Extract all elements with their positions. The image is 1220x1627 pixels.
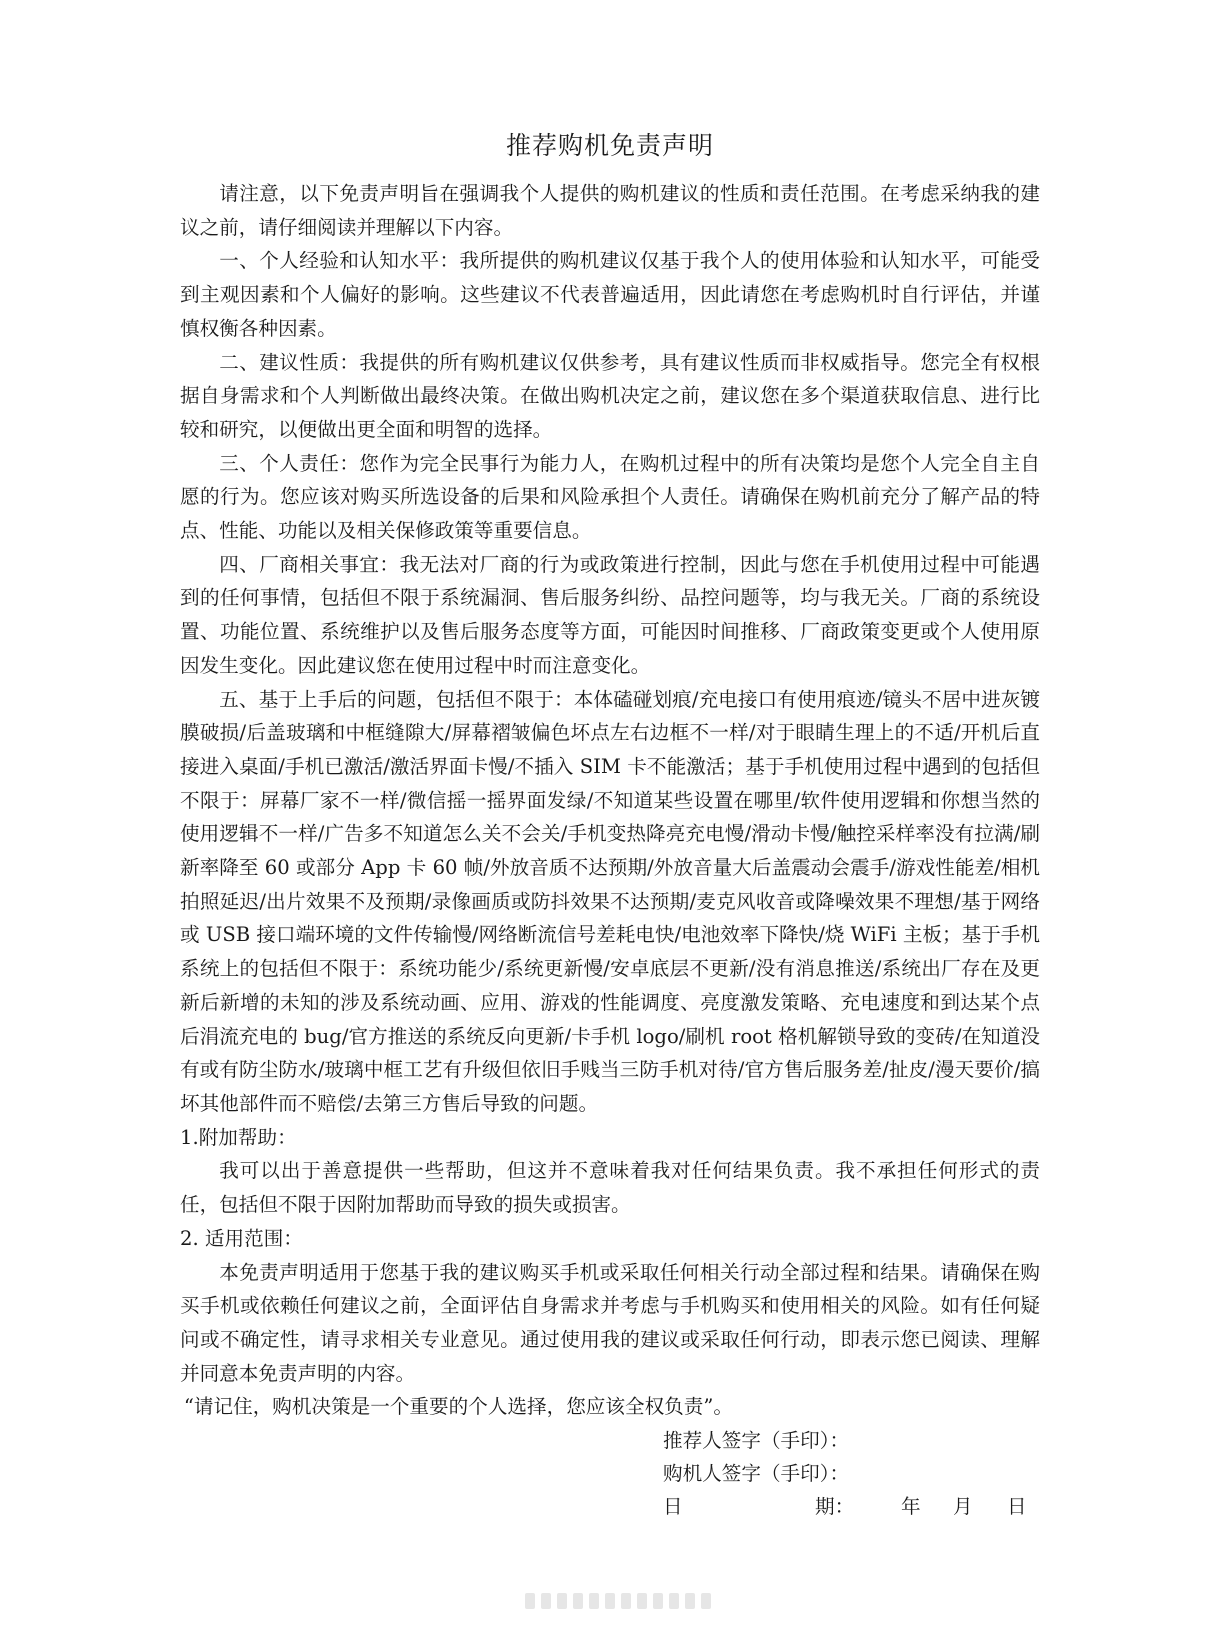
date-day: 日: [1007, 1495, 1027, 1518]
signature-block: [663, 1424, 1043, 1523]
recommender-signature-line: 推荐人签字（手印）：: [663, 1429, 850, 1452]
document-title: 推荐购机免责声明: [505, 131, 714, 160]
date-month: 月: [953, 1495, 973, 1518]
clause-2-paragraph: 二、建议性质：我提供的所有购机建议仅供参考，具有建议性质而非权威指导。您完全有权根据自身需求和个人判断做出最终决策。在做出购机决定之前，建议您在多个渠道获取信息、进行比较和研究，以便做出更全面和明智的选择。: [180, 350, 1040, 441]
date-label-ri: 日: [663, 1495, 683, 1518]
buyer-signature-line: 购机人签字（手印）：: [663, 1462, 850, 1485]
section-heading-scope: 2. 适用范围：: [180, 1226, 303, 1250]
section-heading-additional-help: 1.附加帮助：: [180, 1125, 297, 1149]
clause-1-paragraph: 一、个人经验和认知水平：我所提供的购机建议仅基于我个人的使用体验和认知水平，可能受到主观因素和个人偏好的影响。这些建议不代表普遍适用，因此请您在考虑购机时自行评估，并谨慎权衡各种因素。: [180, 249, 1040, 340]
clause-4-paragraph: 四、厂商相关事宜：我无法对厂商的行为或政策进行控制，因此与您在手机使用过程中可能遇到的任何事情，包括但不限于系统漏洞、售后服务纠纷、品控问题等，均与我无关。厂商的系统设置、功能位置、系统维护以及售后服务态度等方面，可能因时间推移、厂商政策变更或个人使用原因发生变化。因此建议您在使用过程中时而注意变化。: [180, 552, 1040, 677]
date-year: 年: [901, 1495, 921, 1518]
document-body: [180, 177, 1040, 1424]
closing-quote: “请记住，购机决策是一个重要的个人选择，您应该全权负责”。: [183, 1395, 733, 1419]
clause-3-paragraph: 三、个人责任：您作为完全民事行为能力人，在购机过程中的所有决策均是您个人完全自主自愿的行为。您应该对购买所选设备的后果和风险承担个人责任。请确保在购机前充分了解产品的特点、性能、功能以及相关保修政策等重要信息。: [180, 451, 1040, 543]
date-label-qi: 期：: [815, 1495, 855, 1518]
additional-help-paragraph: 我可以出于善意提供一些帮助，但这并不意味着我对任何结果负责。我不承担任何形式的责任，包括但不限于因附加帮助而导致的损失或损害。: [180, 1159, 1040, 1217]
scope-paragraph: 本免责声明适用于您基于我的建议购买手机或采取任何相关行动全部过程和结果。请确保在购买手机或依赖任何建议之前，全面评估自身需求并考虑与手机购买和使用相关的风险。如有任何疑问或不确定性，请寻求相关专业意见。通过使用我的建议或采取任何行动，即表示您已阅读、理解并同意本免责声明的内容。: [180, 1260, 1040, 1385]
intro-paragraph: 请注意，以下免责声明旨在强调我个人提供的购机建议的性质和责任范围。在考虑采纳我的建议之前，请仔细阅读并理解以下内容。: [180, 182, 1040, 239]
date-line: [663, 1490, 1043, 1523]
clause-5-paragraph: 五、基于上手后的问题，包括但不限于：本体磕碰划痕/充电接口有使用痕迹/镜头不居中进灰镀膜破损/后盖玻璃和中框缝隙大/屏幕褶皱偏色坏点左右边框不一样/对于眼睛生理上的不适/开机后直接进入桌面/手机已激活/激活界面卡慢/不插入 SIM 卡不能激活；基于手机使用过程中遇到的包括但不限于：屏幕厂家不一样/微信摇一摇界面发绿/不知道某些设置在哪里/软件使用逻辑和你想当然的使用逻辑不一样/广告多不知道怎么关不会关/手机变热降亮充电慢/滑动卡慢/触控采样率没有拉满/刷新率降至 60 或部分 App 卡 60 帧/外放音质不达预期/外放音量大后盖震动会震手/游戏性能差/相机拍照延迟/出片效果不及预期/录像画质或防抖效果不达预期/麦克风收音或降噪效果不理想/基于网络或 USB 接口端环境的文件传输慢/网络断流信号差耗电快/电池效率下降快/烧 WiFi 主板；基于手机系统上的包括但不限于：系统功能少/系统更新慢/安卓底层不更新/没有消息推送/系统出厂存在及更新后新增的未知的涉及系统动画、应用、游戏的性能调度、亮度激发策略、充电速度和到达某个点后涓流充电的 bug/官方推送的系统反向更新/卡手机 logo/刷机 root 格机解锁导致的变砖/在知道没有或有防尘防水/玻璃中框工艺有升级但依旧手贱当三防手机对待/官方售后服务差/扯皮/漫天要价/搞坏其他部件而不赔偿/去第三方售后导致的问题。: [180, 687, 1040, 1115]
watermark-icon: [525, 1593, 711, 1609]
